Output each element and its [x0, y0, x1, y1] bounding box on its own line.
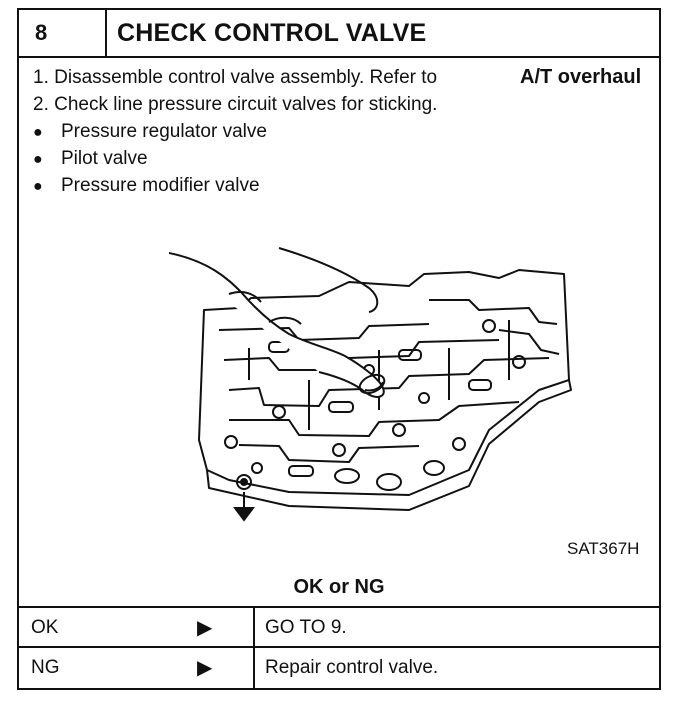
bullet-item: ● Pressure regulator valve [33, 118, 663, 145]
diagnostic-step-card [17, 8, 661, 690]
down-arrow-icon [235, 492, 253, 520]
column-divider [253, 608, 255, 648]
step-number: 8 [19, 10, 107, 56]
figure-code: SAT367H [567, 539, 640, 558]
play-arrow-icon: ▶ [197, 617, 213, 639]
result-row-ng [19, 646, 659, 690]
instructions [33, 64, 663, 199]
result-action: GO TO 9. [265, 617, 347, 638]
result-action: Repair control valve. [265, 657, 439, 678]
instruction-line-2: 2. Check line pressure circuit valves for sticking. [33, 94, 438, 115]
column-divider [253, 648, 255, 690]
result-label: NG [31, 657, 60, 678]
step-title: CHECK CONTROL VALVE [117, 19, 427, 47]
step-header [19, 10, 659, 58]
play-arrow-icon: ▶ [197, 657, 213, 679]
verdict-label: OK or NG [293, 576, 385, 598]
control-valve-illustration [169, 230, 579, 530]
bullet-icon: ● [33, 178, 43, 195]
bullet-item: ● Pilot valve [33, 145, 663, 172]
bullet-icon: ● [33, 124, 43, 141]
bullet-item: ● Pressure modifier valve [33, 172, 663, 199]
bullet-icon: ● [33, 151, 43, 168]
instruction-line-1 [33, 64, 663, 91]
reference-link[interactable]: A/T overhaul [520, 66, 642, 88]
result-label: OK [31, 617, 59, 638]
instruction-text-1: 1. Disassemble control valve assembly. Refer to [33, 67, 438, 88]
result-row-ok [19, 606, 659, 648]
